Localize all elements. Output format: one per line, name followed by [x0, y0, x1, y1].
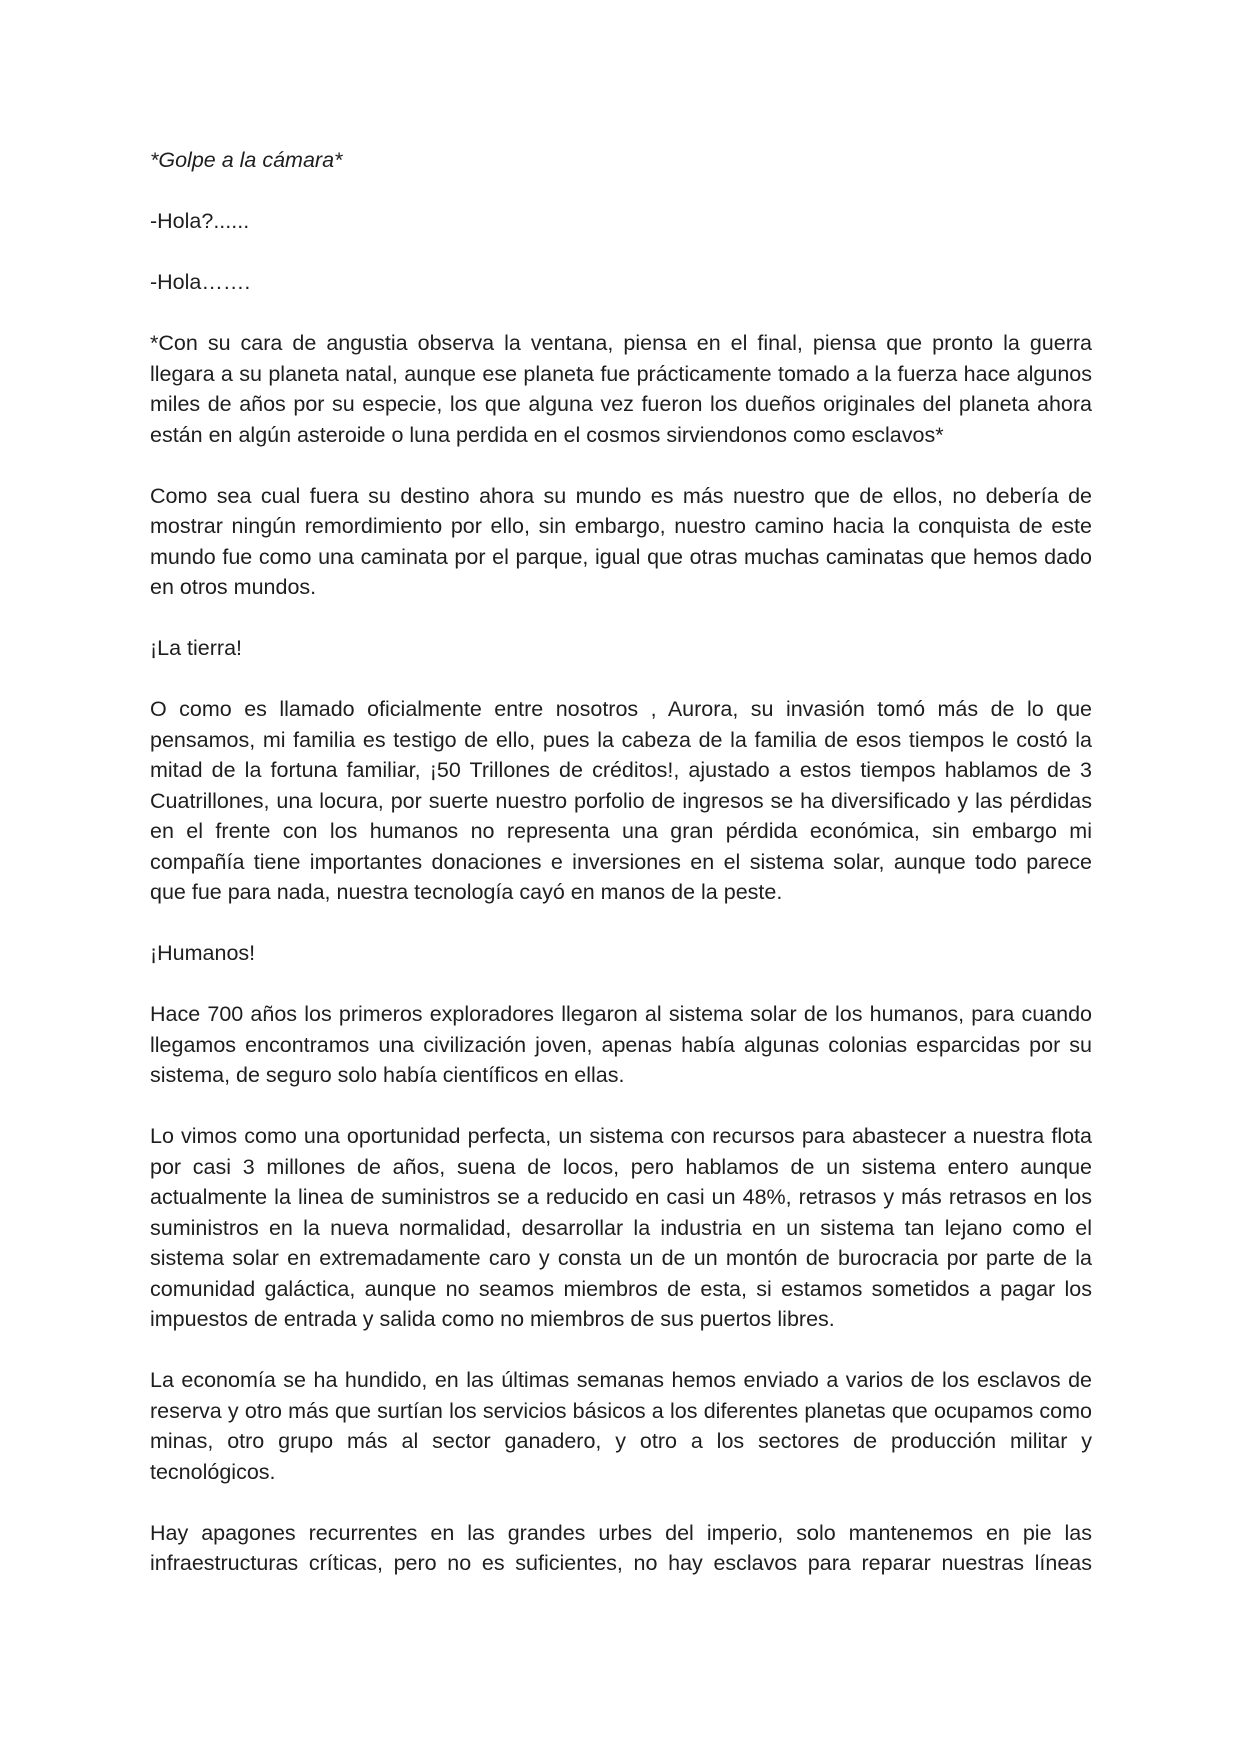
heading-humanos: ¡Humanos! [150, 941, 256, 965]
stage-direction-camera-knock: *Golpe a la cámara* [150, 148, 343, 172]
paragraph-window-anguish: *Con su cara de angustia observa la ventana, piensa en el final, piensa que pronto la guerra llegara a su planeta natal, aunque ese planeta fue prácticamente tomado a la fuerza hace algunos miles de años por su especie, los que alguna vez fueron los dueños originales del planeta ahora están en algún asteroide o luna perdida en el cosmos sirviendonos como esclavos* [150, 331, 1092, 447]
paragraph-blackouts: Hay apagones recurrentes en las grandes urbes del imperio, solo mantenemos en pie las infraestructuras críticas, pero no es suficientes, no hay esclavos para reparar nuestras líneas [150, 1520, 1092, 1575]
paragraph-destiny-world: Como sea cual fuera su destino ahora su mundo es más nuestro que de ellos, no debería de mostrar ningún remordimiento por ello, sin embargo, nuestro camino hacia la conquista de este mundo fue como una caminata por el parque, igual que otras muchas caminatas que hemos dado en otros mundos. [150, 483, 1092, 599]
document-body [150, 145, 1092, 1579]
paragraph-opportunity-resources: Lo vimos como una oportunidad perfecta, un sistema con recursos para abastecer a nuestra flota por casi 3 millones de años, suena de locos, pero hablamos de un sistema entero aunque actualmente la linea de suministros se a reducido en casi un 48%, retrasos y más retrasos en los suministros en la nueva normalidad, desarrollar la industria en un sistema tan lejano como el sistema solar en extremadamente caro y consta un de un montón de burocracia por parte de la comunidad galáctica, aunque no seamos miembros de esta, si estamos sometidos a pagar los impuestos de entrada y salida como no miembros de sus puertos libres. [150, 1124, 1092, 1331]
heading-la-tierra: ¡La tierra! [150, 636, 243, 660]
paragraph-explorers-700-years: Hace 700 años los primeros exploradores llegaron al sistema solar de los humanos, para cuando llegamos encontramos una civilización joven, apenas había algunas colonias esparcidas por su sistema, de seguro solo había científicos en ellas. [150, 1002, 1092, 1087]
dialogue-line-hola-2: -Hola……. [150, 270, 251, 294]
paragraph-aurora-invasion: O como es llamado oficialmente entre nosotros , Aurora, su invasión tomó más de lo que pensamos, mi familia es testigo de ello, pues la cabeza de la familia de esos tiempos le costó la mitad de la fortuna familiar, ¡50 Trillones de créditos!, ajustado a estos tiempos hablamos de 3 Cuatrillones, una locura, por suerte nuestro porfolio de ingresos se ha diversificado y las pérdidas en el frente con los humanos no representa una gran pérdida económica, sin embargo mi compañía tiene importantes donaciones e inversiones en el sistema solar, aunque todo parece que fue para nada, nuestra tecnología cayó en manos de la peste. [150, 697, 1092, 904]
paragraph-economy-collapse: La economía se ha hundido, en las últimas semanas hemos enviado a varios de los esclavos de reserva y otro más que surtían los servicios básicos a los diferentes planetas que ocupamos como minas, otro grupo más al sector ganadero, y otro a los sectores de producción militar y tecnológicos. [150, 1368, 1092, 1484]
dialogue-line-hola-1: -Hola?...... [150, 209, 250, 233]
